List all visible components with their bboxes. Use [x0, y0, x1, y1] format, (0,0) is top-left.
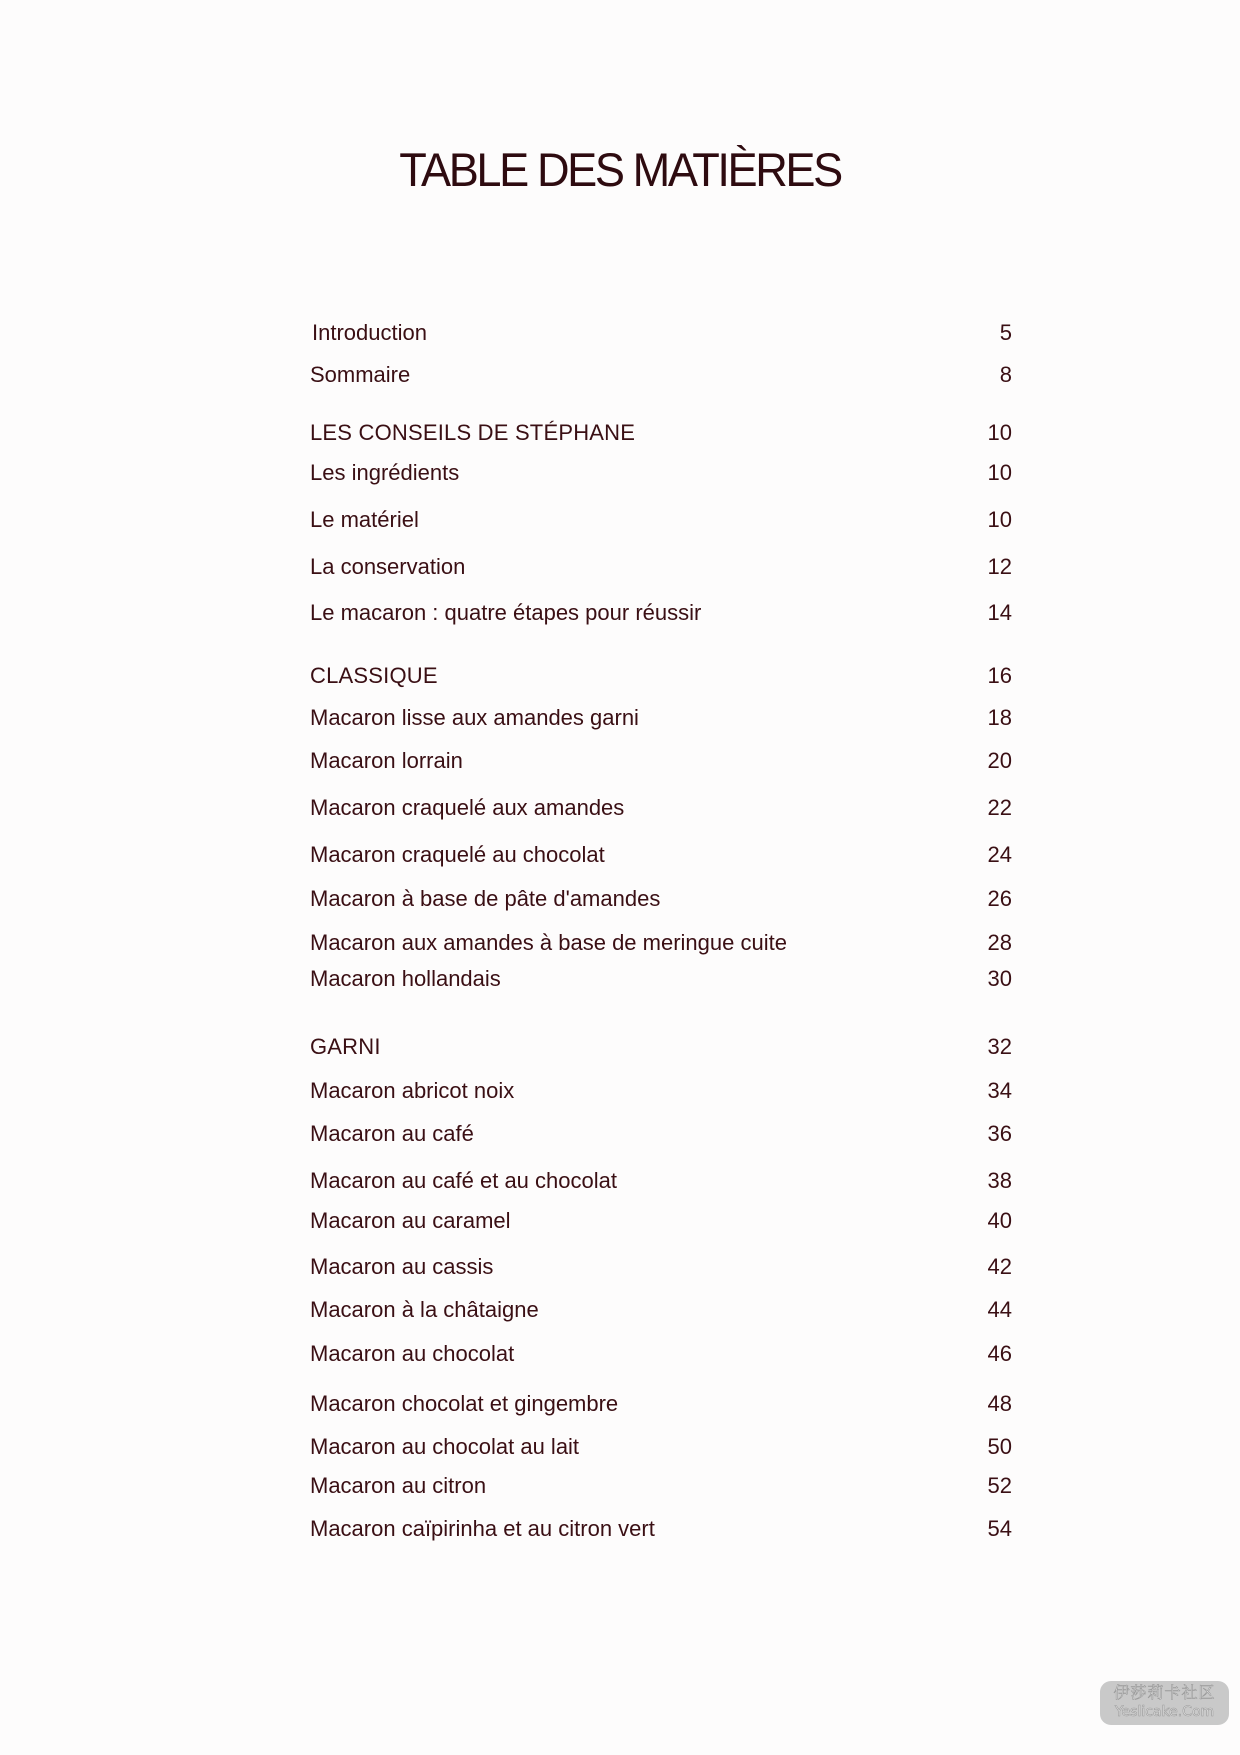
toc-entry-page: 22: [987, 795, 1012, 820]
toc-entry-label: Macaron craquelé au chocolat: [310, 842, 605, 867]
toc-entry-page: 44: [987, 1297, 1012, 1322]
toc-entry-label: Introduction: [312, 320, 427, 345]
toc-entry[interactable]: [310, 964, 1012, 994]
toc-entry[interactable]: [310, 598, 1012, 628]
toc-entry[interactable]: [310, 505, 1012, 535]
toc-entry-page: 52: [987, 1473, 1012, 1498]
toc-entry[interactable]: [310, 840, 1012, 870]
toc-entry-label: Macaron au café et au chocolat: [310, 1168, 617, 1193]
toc-entry[interactable]: [310, 1339, 1012, 1369]
toc-entry-label: Macaron à base de pâte d'amandes: [310, 886, 661, 911]
toc-entry-label: Macaron lisse aux amandes garni: [310, 705, 639, 730]
toc-entry[interactable]: [310, 928, 1012, 958]
toc-section-label: LES CONSEILS DE STÉPHANE: [310, 420, 636, 445]
page-title: TABLE DES MATIÈRES: [399, 143, 841, 196]
toc-entry-introduction[interactable]: [312, 318, 1012, 348]
toc-entry[interactable]: [310, 1432, 1012, 1462]
toc-entry-page: 54: [987, 1516, 1012, 1541]
toc-entry[interactable]: [310, 1206, 1012, 1236]
toc-entry-label: Macaron au chocolat: [310, 1341, 515, 1366]
toc-entry-page: 10: [987, 420, 1012, 445]
toc-entry-label: Macaron au cassis: [310, 1254, 494, 1279]
watermark-line-2: Yeslicake.Com: [1114, 1704, 1215, 1720]
toc-entry-page: 8: [999, 362, 1012, 387]
toc-section-garni[interactable]: [310, 1032, 1012, 1062]
toc-entry-label: Macaron à la châtaigne: [310, 1297, 539, 1322]
toc-entry-page: 28: [987, 930, 1012, 955]
toc-entry-label: Macaron craquelé aux amandes: [310, 795, 625, 820]
toc-entry-label: Le macaron : quatre étapes pour réussir: [310, 600, 702, 625]
toc-entry-page: 12: [987, 554, 1012, 579]
toc-section-classique[interactable]: [310, 661, 1012, 691]
toc-entry-label: Macaron au café: [310, 1121, 474, 1146]
toc-entry-label: Le matériel: [310, 507, 419, 532]
toc-entry-page: 18: [987, 705, 1012, 730]
toc-entry[interactable]: [310, 884, 1012, 914]
toc-entry-label: Macaron abricot noix: [310, 1078, 515, 1103]
toc-entry-label: Macaron au chocolat au lait: [310, 1434, 580, 1459]
watermark-line-1: 伊莎莉卡社区: [1113, 1683, 1216, 1702]
toc-section-label: GARNI: [310, 1034, 381, 1059]
watermark-badge: [1100, 1681, 1229, 1725]
toc-entry-label: Macaron hollandais: [310, 966, 501, 991]
toc-entry-page: 24: [987, 842, 1012, 867]
toc-entry-label: Macaron chocolat et gingembre: [310, 1391, 619, 1416]
toc-entry-page: 20: [987, 748, 1012, 773]
toc-entry[interactable]: [310, 1471, 1012, 1501]
toc-entry-label: Macaron aux amandes à base de meringue cuite: [310, 930, 787, 955]
toc-entry[interactable]: [310, 458, 1012, 488]
toc-entry-label: Les ingrédients: [310, 460, 460, 485]
toc-entry-page: 50: [987, 1434, 1012, 1459]
toc-entry[interactable]: [310, 1295, 1012, 1325]
toc-entry[interactable]: [310, 703, 1012, 733]
toc-entry-label: Macaron lorrain: [310, 748, 463, 773]
toc-entry-page: 14: [987, 600, 1012, 625]
toc-entry-page: 32: [987, 1034, 1012, 1059]
toc-entry-page: 16: [987, 663, 1012, 688]
toc-entry-label: Macaron au caramel: [310, 1208, 511, 1233]
toc-entry-page: 26: [987, 886, 1012, 911]
toc-entry-page: 46: [987, 1341, 1012, 1366]
toc-entry-page: 34: [987, 1078, 1012, 1103]
toc-entry[interactable]: [310, 1252, 1012, 1282]
toc-entry-page: 30: [987, 966, 1012, 991]
toc-entry[interactable]: [310, 746, 1012, 776]
toc-section-conseils[interactable]: [310, 418, 1012, 448]
toc-entry[interactable]: [310, 552, 1012, 582]
toc-entry-label: La conservation: [310, 554, 466, 579]
toc-entry[interactable]: [310, 1166, 1012, 1196]
toc-entry[interactable]: [310, 793, 1012, 823]
toc-entry[interactable]: [310, 1076, 1012, 1106]
toc-entry-label: Macaron au citron: [310, 1473, 487, 1498]
toc-entry-page: 36: [987, 1121, 1012, 1146]
toc-entry-label: Macaron caïpirinha et au citron vert: [310, 1516, 655, 1541]
toc-entry-page: 48: [987, 1391, 1012, 1416]
toc-entry[interactable]: [310, 1389, 1012, 1419]
toc-section-label: CLASSIQUE: [310, 663, 438, 688]
toc-entry-page: 42: [987, 1254, 1012, 1279]
toc-entry-label: Sommaire: [310, 362, 411, 387]
toc-entry-page: 10: [987, 507, 1012, 532]
toc-entry-page: 10: [987, 460, 1012, 485]
toc-entry[interactable]: [310, 1119, 1012, 1149]
toc-entry-page: 40: [987, 1208, 1012, 1233]
toc-entry-sommaire[interactable]: [310, 360, 1012, 390]
toc-entry[interactable]: [310, 1514, 1012, 1544]
toc-entry-page: 38: [987, 1168, 1012, 1193]
toc-entry-page: 5: [999, 320, 1012, 345]
